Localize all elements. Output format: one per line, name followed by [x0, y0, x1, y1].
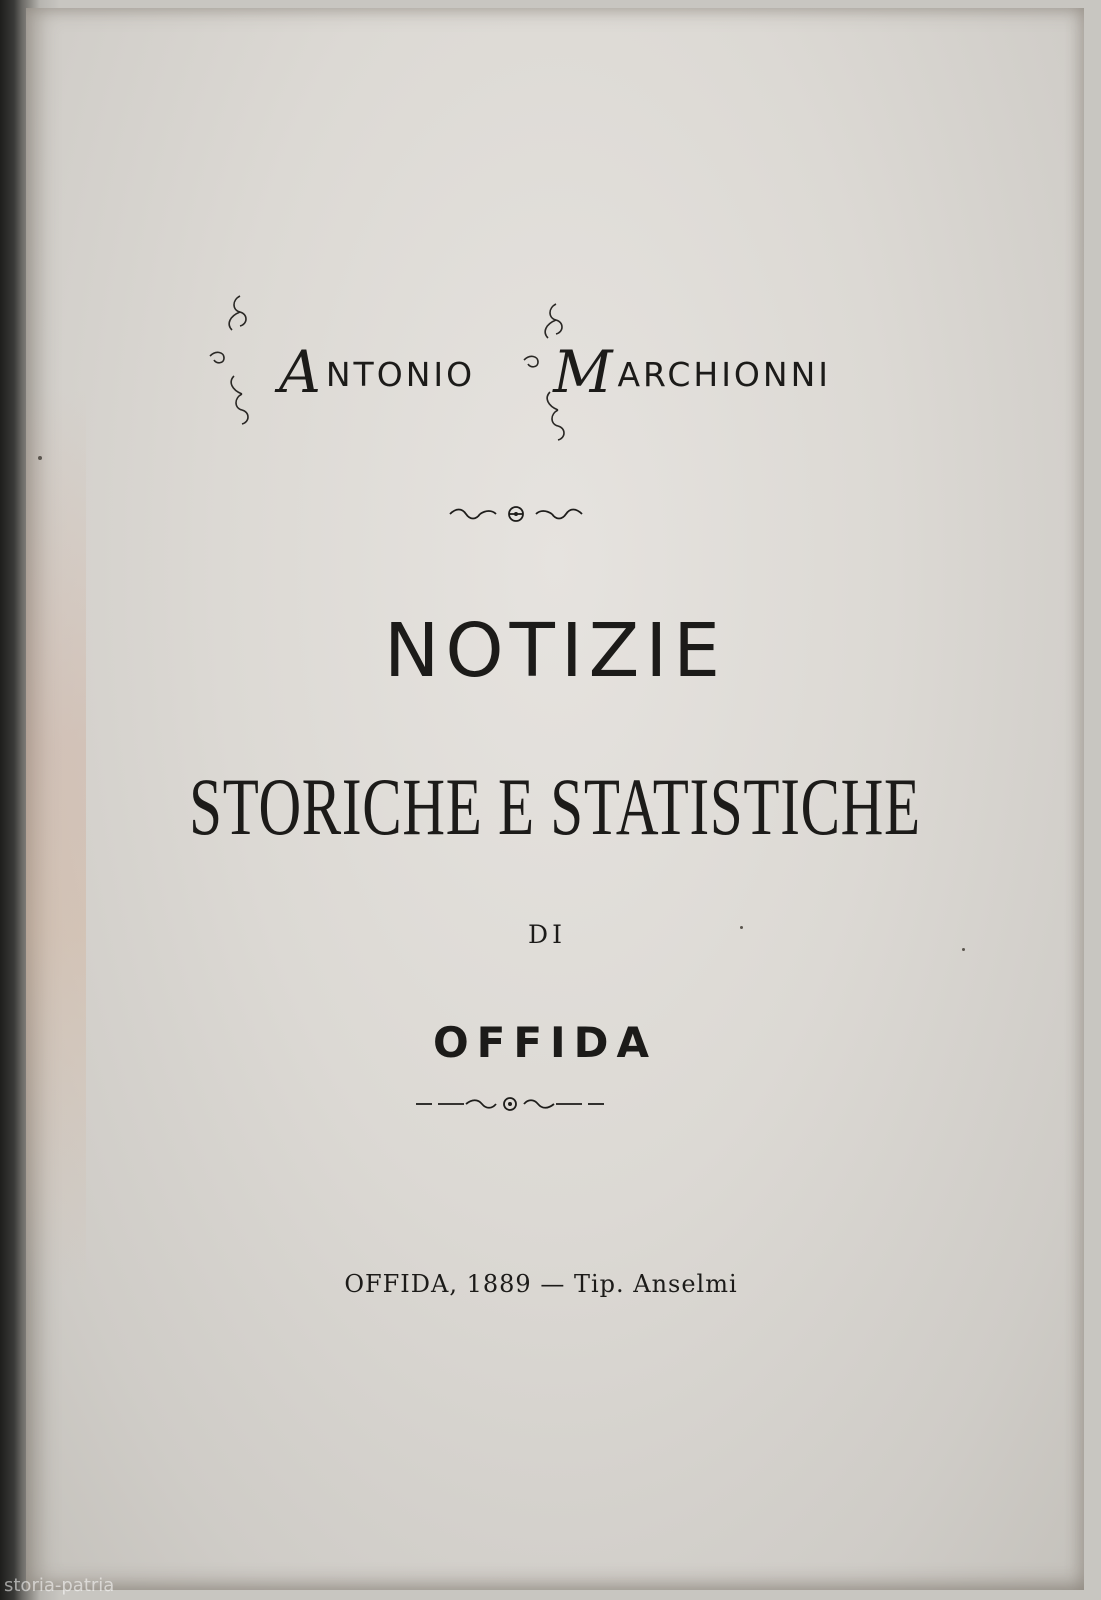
paper-stain	[26, 388, 86, 1288]
title-main: NOTIZIE	[384, 608, 726, 694]
author-first-name-rest: NTONIO	[325, 355, 476, 394]
title-connector: DI	[528, 920, 566, 949]
flourish-ornament-icon	[202, 290, 272, 430]
decorative-initial-m: M	[553, 338, 616, 406]
author-last-name-rest: ARCHIONNI	[617, 355, 832, 394]
imprint-line: OFFIDA, 1889 — Tip. Anselmi	[344, 1270, 738, 1298]
ornamental-rule-icon	[414, 1094, 606, 1114]
watermark: storia-patria	[4, 1575, 115, 1596]
ornamental-rule-icon	[446, 502, 586, 526]
paper-speck	[38, 456, 42, 460]
author-last-name	[553, 338, 832, 406]
title-subtitle: STORICHE E STATISTICHE	[189, 761, 921, 852]
title-page	[26, 8, 1084, 1590]
decorative-initial-a: A	[278, 338, 324, 406]
flourish-ornament-icon	[516, 298, 586, 448]
place-name: OFFIDA	[432, 1018, 658, 1067]
author-first-name	[278, 338, 476, 406]
